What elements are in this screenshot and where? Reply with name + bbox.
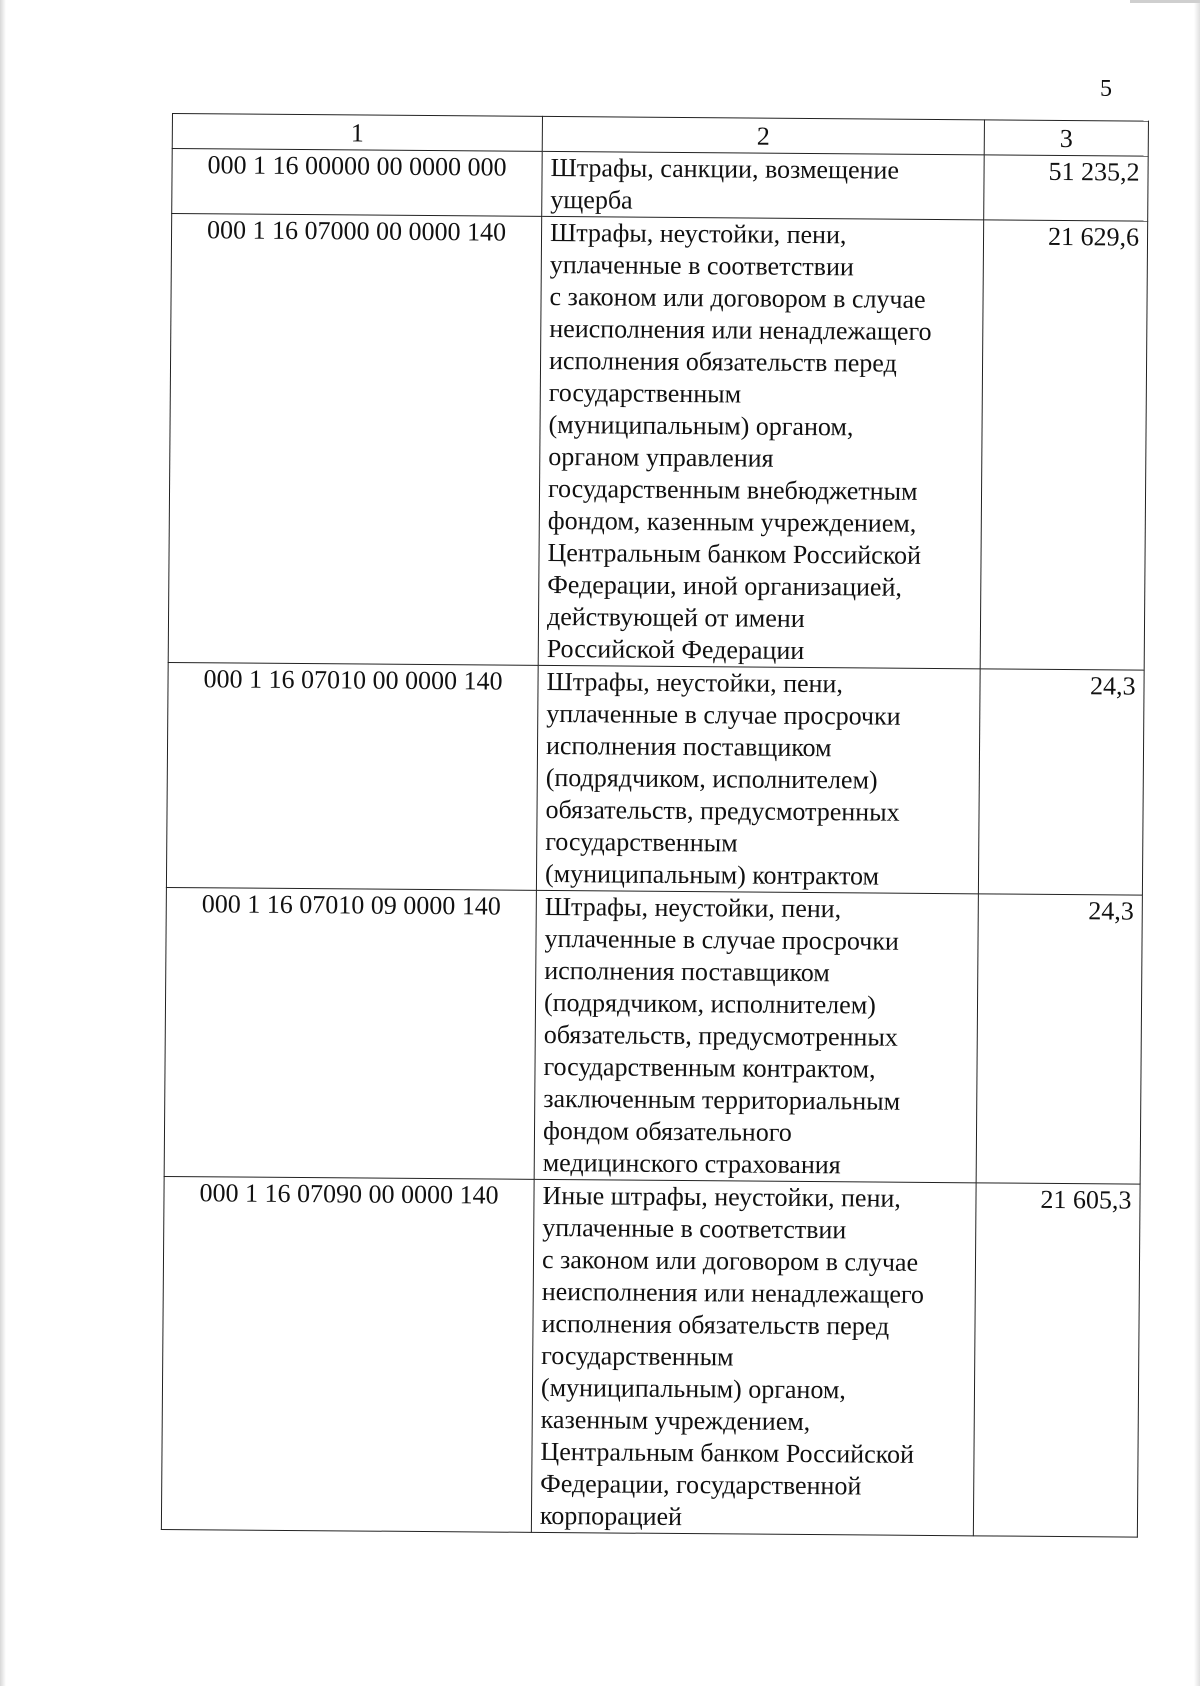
page-number: 5 <box>1100 76 1112 102</box>
row-name: Штрафы, неустойки, пени, уплаченные в случае просрочки исполнения поставщиком (подрядчиком, исполнителем) обязательств, предусмотренных государственным контрактом, заключенным территориальным фондом обязательного медицинского страхования <box>534 890 978 1182</box>
row-name: Штрафы, неустойки, пени, уплаченные в случае просрочки исполнения поставщиком (подрядчиком, исполнителем) обязательств, предусмотренных государственным (муниципальным) контрактом <box>536 665 980 893</box>
row-code: 000 1 16 07010 09 0000 140 <box>164 887 536 1179</box>
table-row <box>166 662 1144 895</box>
column-header-code: 1 <box>172 114 542 152</box>
column-header-amount: 3 <box>984 120 1148 156</box>
scan-edge-left <box>0 0 6 1686</box>
row-name: Штрафы, неустойки, пени, уплаченные в соответствии с законом или договором в случае неисполнения или ненадлежащего исполнения обязательств перед государственным (муниципальным) органом, органом управления государственным внебюджетным фондом, казенным учреждением, Центральным банком Российской Федерации, иной организацией, действующей от имени Российской Федерации <box>538 216 984 668</box>
scan-edge-right <box>1194 0 1200 1686</box>
table-row <box>172 149 1148 222</box>
row-amount: 24,3 <box>978 669 1144 895</box>
row-name: Штрафы, санкции, возмещение ущерба <box>542 151 984 219</box>
table-row <box>164 887 1142 1184</box>
table-row <box>168 214 1147 671</box>
row-code: 000 1 16 07000 00 0000 140 <box>168 214 542 666</box>
table-row <box>161 1176 1140 1537</box>
scan-edge-top <box>1130 0 1200 3</box>
row-amount: 21 605,3 <box>973 1183 1140 1537</box>
column-header-name: 2 <box>542 116 984 154</box>
row-amount: 24,3 <box>976 894 1142 1184</box>
budget-table <box>161 113 1149 1538</box>
row-name: Иные штрафы, неустойки, пени, уплаченные в соответствии с законом или договором в случае неисполнения или ненадлежащего исполнения обязательств перед государственным (муниципальным) органом, казенным учреждением, Центральным банком Российской Федерации, государственной корпорацией <box>531 1179 976 1535</box>
row-code: 000 1 16 07090 00 0000 140 <box>161 1176 534 1532</box>
row-amount: 51 235,2 <box>984 155 1149 221</box>
row-code: 000 1 16 00000 00 0000 000 <box>172 149 542 217</box>
row-code: 000 1 16 07010 00 0000 140 <box>166 662 538 890</box>
row-amount: 21 629,6 <box>980 220 1148 670</box>
